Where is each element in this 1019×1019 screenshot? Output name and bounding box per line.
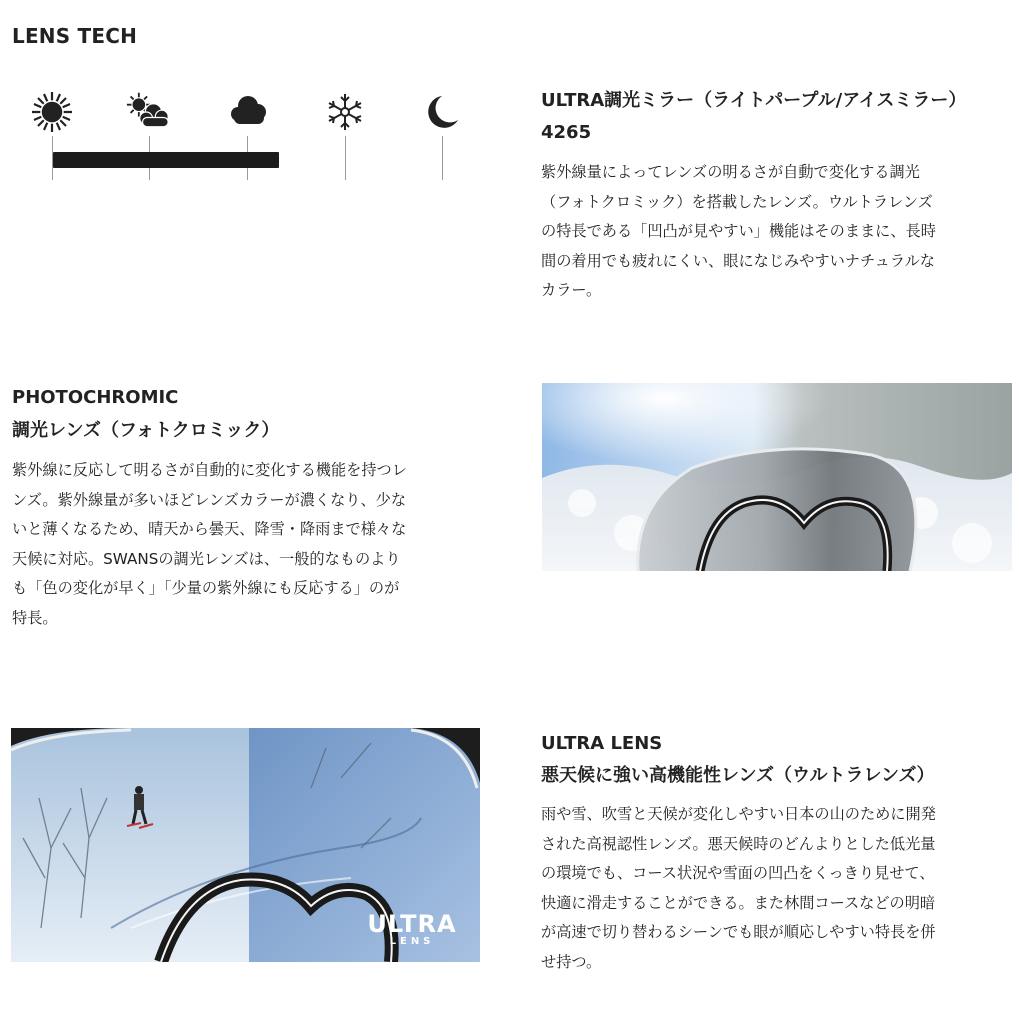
ultra-mirror-code: 4265 [541, 122, 592, 143]
scale-tick [442, 136, 443, 180]
photochromic-title-en: PHOTOCHROMIC [12, 387, 179, 408]
ultra-mirror-description: 紫外線量によってレンズの明るさが自動で変化する調光 （フォトクロミック）を搭載したレンズ。ウルトラレンズ の特長である「凹凸が見やすい」機能はそのままに、長時 間の着用でも疲れにくい、眼になじみやすいナチュラルな カラー。 [541, 163, 936, 299]
weather-scale [22, 84, 462, 184]
sun-icon [30, 90, 74, 134]
photochromic-lens-image [542, 383, 1012, 571]
photochromic-description: 紫外線に反応して明るさが自動的に変化する機能を持つレ ンズ。紫外線量が多いほどレンズカラーが濃くなり、少な いと薄くなるため、晴天から曇天、降雪・降雨まで様々な 天候に対応。SWANSの調光レンズは、一般的なものより も「色の変化が早く」「少量の紫外線にも反応する」のが 特長。 [12, 461, 407, 627]
snowflake-icon [323, 90, 367, 134]
ultra-lens-title-en: ULTRA LENS [541, 733, 663, 754]
scale-tick [345, 136, 346, 180]
ultra-lens-title-jp: 悪天候に強い高機能性レンズ（ウルトラレンズ） [541, 765, 935, 786]
moon-icon [420, 90, 464, 134]
ultra-lens-logo: ULTRA LENS [367, 910, 457, 947]
ultra-lens-image [11, 728, 480, 962]
sun-cloud-icon [126, 90, 170, 134]
ultra-mirror-title: ULTRA調光ミラー（ライトパープル/アイスミラー） [541, 90, 967, 111]
coverage-bar [53, 152, 279, 168]
ultra-lens-description: 雨や雪、吹雪と天候が変化しやすい日本の山のために開発 された高視認性レンズ。悪天候時のどんよりとした低光量 の環境でも、コース状況や雪面の凹凸をくっきり見せて、 快適に滑走することができる。また林間コースなどの明暗 が高速で切り替わるシーンでも眼が順応しやすい特長を併 せ持つ。 [541, 805, 936, 971]
page-title: LENS TECH [12, 24, 138, 48]
photochromic-title-jp: 調光レンズ（フォトクロミック） [12, 420, 280, 441]
cloud-icon [226, 90, 270, 134]
